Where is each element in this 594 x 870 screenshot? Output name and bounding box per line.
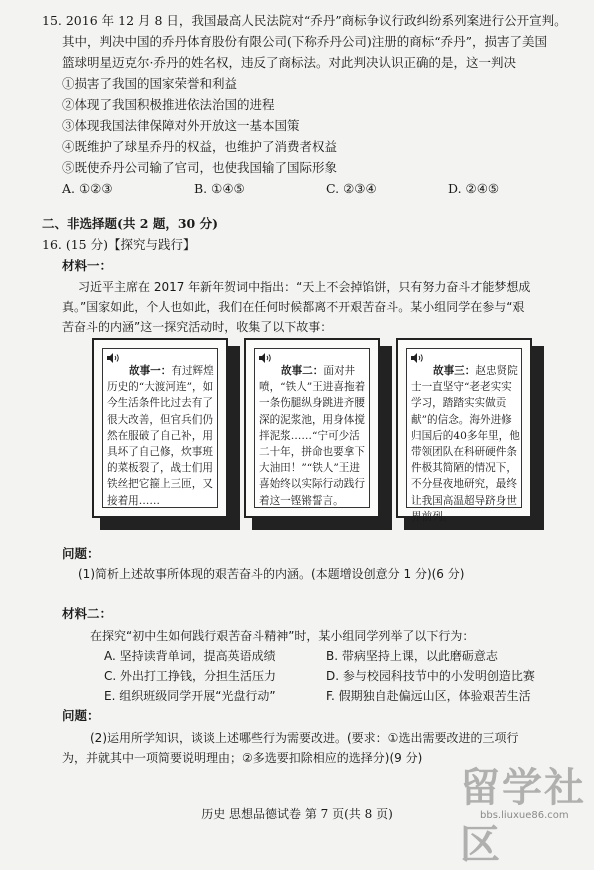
q15-option-b: B. ①④⑤ — [194, 181, 245, 196]
story-1-body: 有过辉煌历史的“大渡河连”，如今生活条件比过去有了很大改善，但官兵们仍然在服破了自己补，用具坏了自己修，炊事班的菜板裂了，战士们用铁丝把它箍上三匝，又接着用…… — [107, 365, 214, 507]
q15-choice-2: ②体现了我国积极推进依法治国的进程 — [62, 97, 275, 112]
behavior-f: F. 假期独自赴偏远山区，体验艰苦生活 — [326, 689, 531, 703]
q15-choice-4: ④既维护了球星乔丹的权益，也维护了消费者权益 — [62, 139, 338, 154]
question-2-line-2: 为，并就其中一项简要说明理由；②多选要扣除相应的选择分)(9 分) — [62, 751, 423, 765]
section-heading: 二、非选择题(共 2 题，30 分) — [42, 216, 218, 231]
story-3-title: 故事三： — [433, 365, 476, 377]
q16-heading: 16. (15 分)【探究与践行】 — [42, 237, 196, 252]
q15-choice-3: ③体现我国法律保障对外开放这一基本国策 — [62, 118, 300, 133]
q15-line-1: 15. 2016 年 12 月 8 日，我国最高人民法院对“乔丹”商标争议行政纠纷系列案进行公开宣判。 — [42, 13, 567, 28]
watermark-url: bbs.liuxue86.com — [480, 810, 569, 821]
q15-option-d: D. ②④⑤ — [448, 181, 500, 196]
q15-choice-1: ①损害了我国的国家荣誉和利益 — [62, 76, 238, 91]
behavior-d: D. 参与校园科技节中的小发明创造比赛 — [326, 669, 535, 683]
behavior-e: E. 组织班级同学开展“光盘行动” — [104, 689, 276, 703]
question-1-text: (1)简析上述故事所体现的艰苦奋斗的内涵。(本题增设创意分 1 分)(6 分) — [78, 567, 465, 581]
story-2-title: 故事二： — [281, 365, 324, 377]
story-1-text — [107, 363, 217, 509]
story-card-1 — [92, 338, 240, 530]
q15-option-c: C. ②③④ — [326, 181, 377, 196]
q15-option-a: A. ①②③ — [62, 181, 113, 196]
material1-line-2: 真。”国家如此，个人也如此，我们在任何时候都离不开艰苦奋斗。某小组同学在参与“艰 — [62, 300, 525, 314]
question-label-2: 问题： — [62, 708, 100, 723]
material1-title: 材料一： — [62, 258, 113, 273]
behavior-b: B. 带病坚持上课，以此磨砺意志 — [326, 649, 498, 663]
behavior-a: A. 坚持读背单词，提高英语成绩 — [104, 649, 276, 663]
question-2-line-1: (2)运用所学知识，谈谈上述哪些行为需要改进。(要求：①选出需要改进的三项行 — [90, 731, 519, 745]
story-2-text — [259, 363, 369, 509]
page-footer: 历史 思想品德试卷 第 7 页(共 8 页) — [201, 807, 393, 821]
story-1-title: 故事一： — [129, 365, 172, 377]
material1-line-1: 习近平主席在 2017 年新年贺词中指出：“天上不会掉馅饼，只有努力奋斗才能梦想成 — [78, 280, 531, 294]
q15-line-3: 篮球明星迈克尔·乔丹的姓名权，违反了商标法。对此判决认识正确的是，这一判决 — [62, 55, 516, 70]
question-label-1: 问题： — [62, 546, 100, 561]
material2-intro: 在探究“初中生如何践行艰苦奋斗精神”时，某小组同学列举了以下行为： — [90, 629, 475, 643]
behavior-c: C. 外出打工挣钱，分担生活压力 — [104, 669, 277, 683]
story-3-text — [411, 363, 521, 525]
site-watermark — [420, 756, 594, 868]
story-3-body: 赵忠贤院士一直坚守“老老实实学习，踏踏实实做贡献”的信念。海外进修归国后的40多年里，他带领团队在科研硬件条件极其简陋的情况下，不分昼夜地研究，最终让我国高温超导跻身世界前列。 — [411, 365, 520, 523]
story-card-3 — [396, 338, 544, 530]
q15-line-2: 其中，判决中国的乔丹体育股份有限公司(下称乔丹公司)注册的商标“乔丹”，损害了美国 — [62, 34, 548, 49]
material2-title: 材料二： — [62, 606, 113, 621]
story-2-body: 面对井喷，“铁人”王进喜拖着一条伤腿纵身跳进齐腰深的泥浆池，用身体搅拌泥浆……“宁可少活二十年，拼命也要拿下大油田！”“铁人”王进喜始终以实际行动践行着这一铿锵誓言。 — [259, 365, 366, 507]
story-card-2 — [244, 338, 392, 530]
q15-choice-5: ⑤既使乔丹公司输了官司，也使我国输了国际形象 — [62, 160, 338, 175]
watermark-logo: 留学社区 — [460, 765, 586, 868]
material1-line-3: 苦奋斗的内涵”这一探究活动时，收集了以下故事： — [62, 320, 333, 334]
